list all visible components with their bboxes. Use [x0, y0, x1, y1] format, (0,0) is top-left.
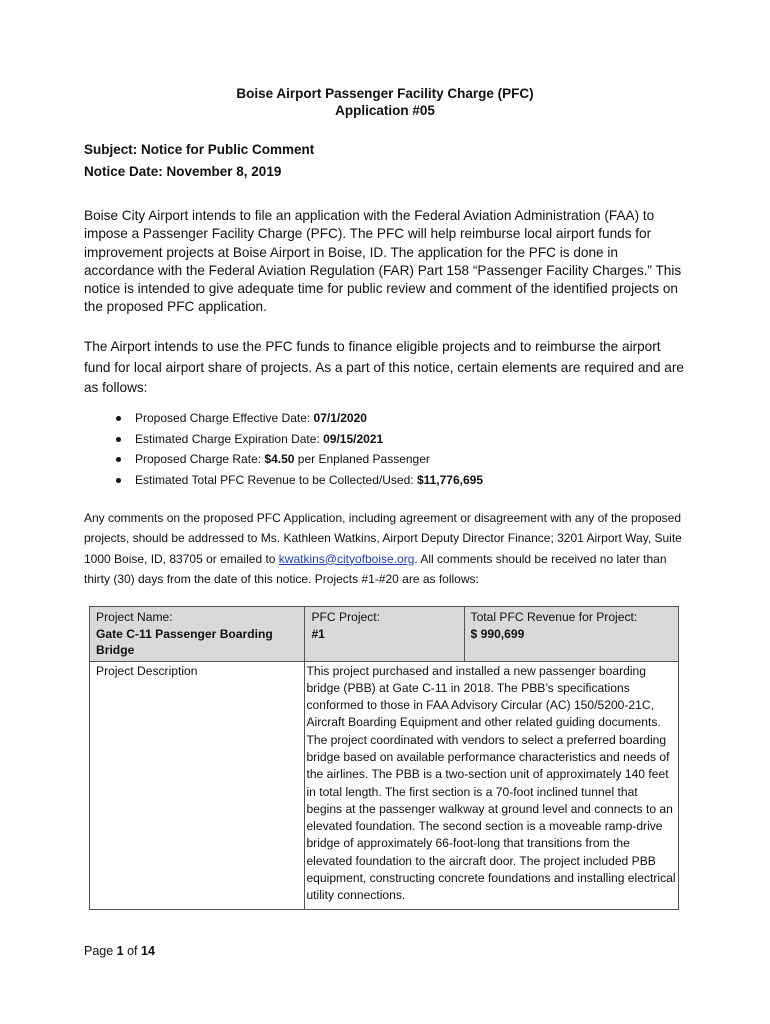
project-name: Gate C-11 Passenger Boarding Bridge: [96, 626, 273, 657]
required-elements-list: [116, 408, 483, 490]
comments-paragraph: Any comments on the proposed PFC Application, including agreement or disagreement with any of the proposed projects, should be addressed to Ms. Kathleen Watkins, Airport Deputy Director Finance; 3201 Airport Way, Suite 1000 Boise, ID, 83705 or emailed to kwatkins@cityofboise.org. All comments should be received no later than thirty (30) days from the date of this notice. Projects #1-#20 are as follows:: [84, 511, 682, 586]
bullet-icon: [116, 478, 121, 483]
table-header-row: [90, 607, 679, 662]
project-revenue: $ 990,699: [470, 626, 525, 641]
document-subtitle: Application #05: [335, 103, 435, 118]
list-item: Estimated Total PFC Revenue to be Collected/Used: $11,776,695: [116, 470, 483, 491]
bullet-icon: [116, 437, 121, 442]
intro-paragraph: Boise City Airport intends to file an application with the Federal Aviation Administration (FAA) to impose a Passenger Facility Charge (PFC). The PFC will help reimburse local airport funds for improvement projects at Boise Airport in Boise, ID. The application for the PFC is done in accordance with the Federal Aviation Regulation (FAR) Part 158 “Passenger Facility Charges.” This notice is intended to give adequate time for public review and comment of the identified projects on the proposed PFC application.: [84, 208, 682, 315]
description-label-cell: Project Description: [90, 661, 305, 909]
bullet-icon: [116, 457, 121, 462]
list-item: Proposed Charge Rate: $4.50 per Enplaned Passenger: [116, 449, 483, 470]
subject-line: Subject: Notice for Public Comment: [84, 142, 315, 157]
pfc-project-cell: PFC Project: #1: [305, 607, 464, 662]
email-link[interactable]: kwatkins@cityofboise.org: [278, 551, 415, 566]
revenue-cell: Total PFC Revenue for Project: $ 990,699: [464, 607, 678, 662]
pfc-project-number: #1: [311, 626, 325, 641]
project-name-cell: Project Name: Gate C-11 Passenger Boarding Bridge: [90, 607, 305, 662]
project-table: [89, 606, 679, 910]
notice-date: Notice Date: November 8, 2019: [84, 164, 282, 179]
list-item: Proposed Charge Effective Date: 07/1/2020: [116, 408, 483, 429]
page-number: Page 1 of 14: [84, 944, 155, 958]
table-row: [90, 661, 679, 909]
list-item: Estimated Charge Expiration Date: 09/15/2021: [116, 429, 483, 450]
purpose-paragraph: The Airport intends to use the PFC funds to finance eligible projects and to reimburse the airport fund for local airport share of projects. As a part of this notice, certain elements are required and are as follows:: [84, 339, 684, 395]
project-description: This project purchased and installed a new passenger boarding bridge (PBB) at Gate C-11 in 2018. The PBB’s specifications conformed to those in FAA Advisory Circular (AC) 150/5200-21C, Aircraft Boarding Equipment and other related guiding documents. The project coordinated with vendors to select a preferred boarding bridge based on available performance characteristics and needs of the airlines. The PBB is a two-section unit of approximately 140 feet in total length. The first section is a 70-foot inclined tunnel that begins at the passenger walkway at ground level and connects to an elevated foundation. The second section is a moveable ramp-drive bridge of approximately 66-foot-long that transitions from the elevated foundation to the aircraft door. The project included PBB equipment, constructing concrete foundations and installing electrical utility connections.: [305, 661, 679, 909]
document-title: Boise Airport Passenger Facility Charge (PFC): [236, 86, 534, 101]
bullet-icon: [116, 416, 121, 421]
